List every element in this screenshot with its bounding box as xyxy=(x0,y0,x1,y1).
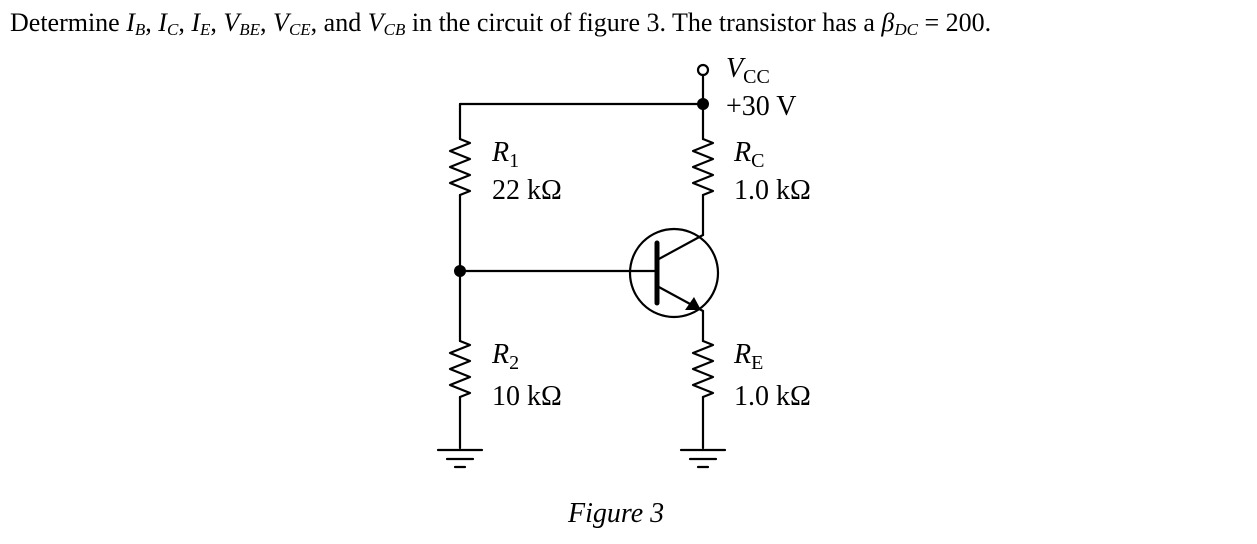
ib-symbol: $I_B$ xyxy=(126,8,146,39)
beta-value: = 200. xyxy=(924,8,992,37)
transistor-collector xyxy=(657,235,703,260)
right-ground-symbol xyxy=(681,450,725,467)
r2-label: $R_2$ xyxy=(492,339,520,374)
base-junction-dot xyxy=(454,265,466,277)
transistor-body xyxy=(630,229,718,317)
top-junction-dot xyxy=(697,98,709,110)
left-ground-symbol xyxy=(438,450,482,467)
and-word: and xyxy=(323,8,362,37)
question-mid: in the circuit of figure 3. The transistor has a xyxy=(411,8,875,37)
beta-symbol: $\beta_{DC}$ xyxy=(881,8,918,39)
vcc-value: +30 V xyxy=(726,91,797,122)
rc-label: $R_C$ xyxy=(734,137,765,172)
re-label: $R_E$ xyxy=(734,339,764,374)
vbe-symbol: $V_{BE}$ xyxy=(223,8,261,39)
vcb-symbol: $V_{CB}$ xyxy=(367,8,406,39)
re-value: 1.0 kΩ xyxy=(734,381,811,412)
question-lead: Determine xyxy=(10,8,120,37)
r2-value: 10 kΩ xyxy=(492,381,562,412)
rc-resistor xyxy=(693,139,713,195)
figure-caption: Figure 3 xyxy=(568,498,665,529)
re-resistor xyxy=(693,341,713,397)
r1-resistor xyxy=(450,139,470,195)
vcc-label: $V_{CC}$ xyxy=(726,53,770,88)
r1-label: $R_1$ xyxy=(492,137,520,172)
ic-symbol: $I_C$ xyxy=(158,8,179,39)
r1-value: 22 kΩ xyxy=(492,175,562,206)
rc-value: 1.0 kΩ xyxy=(734,175,811,206)
ie-symbol: $I_E$ xyxy=(191,8,211,39)
vcc-terminal xyxy=(698,65,708,75)
vce-symbol: $V_{CE}$ xyxy=(273,8,311,39)
question-text: Determine $I_B$, $I_C$, $I_E$, $V_{BE}$, $V_{CE}$, and $V_{CB}$ in the circuit of figure 3. The transistor has a $\beta_{DC} = 200$. xyxy=(10,8,992,39)
r2-resistor xyxy=(450,341,470,397)
